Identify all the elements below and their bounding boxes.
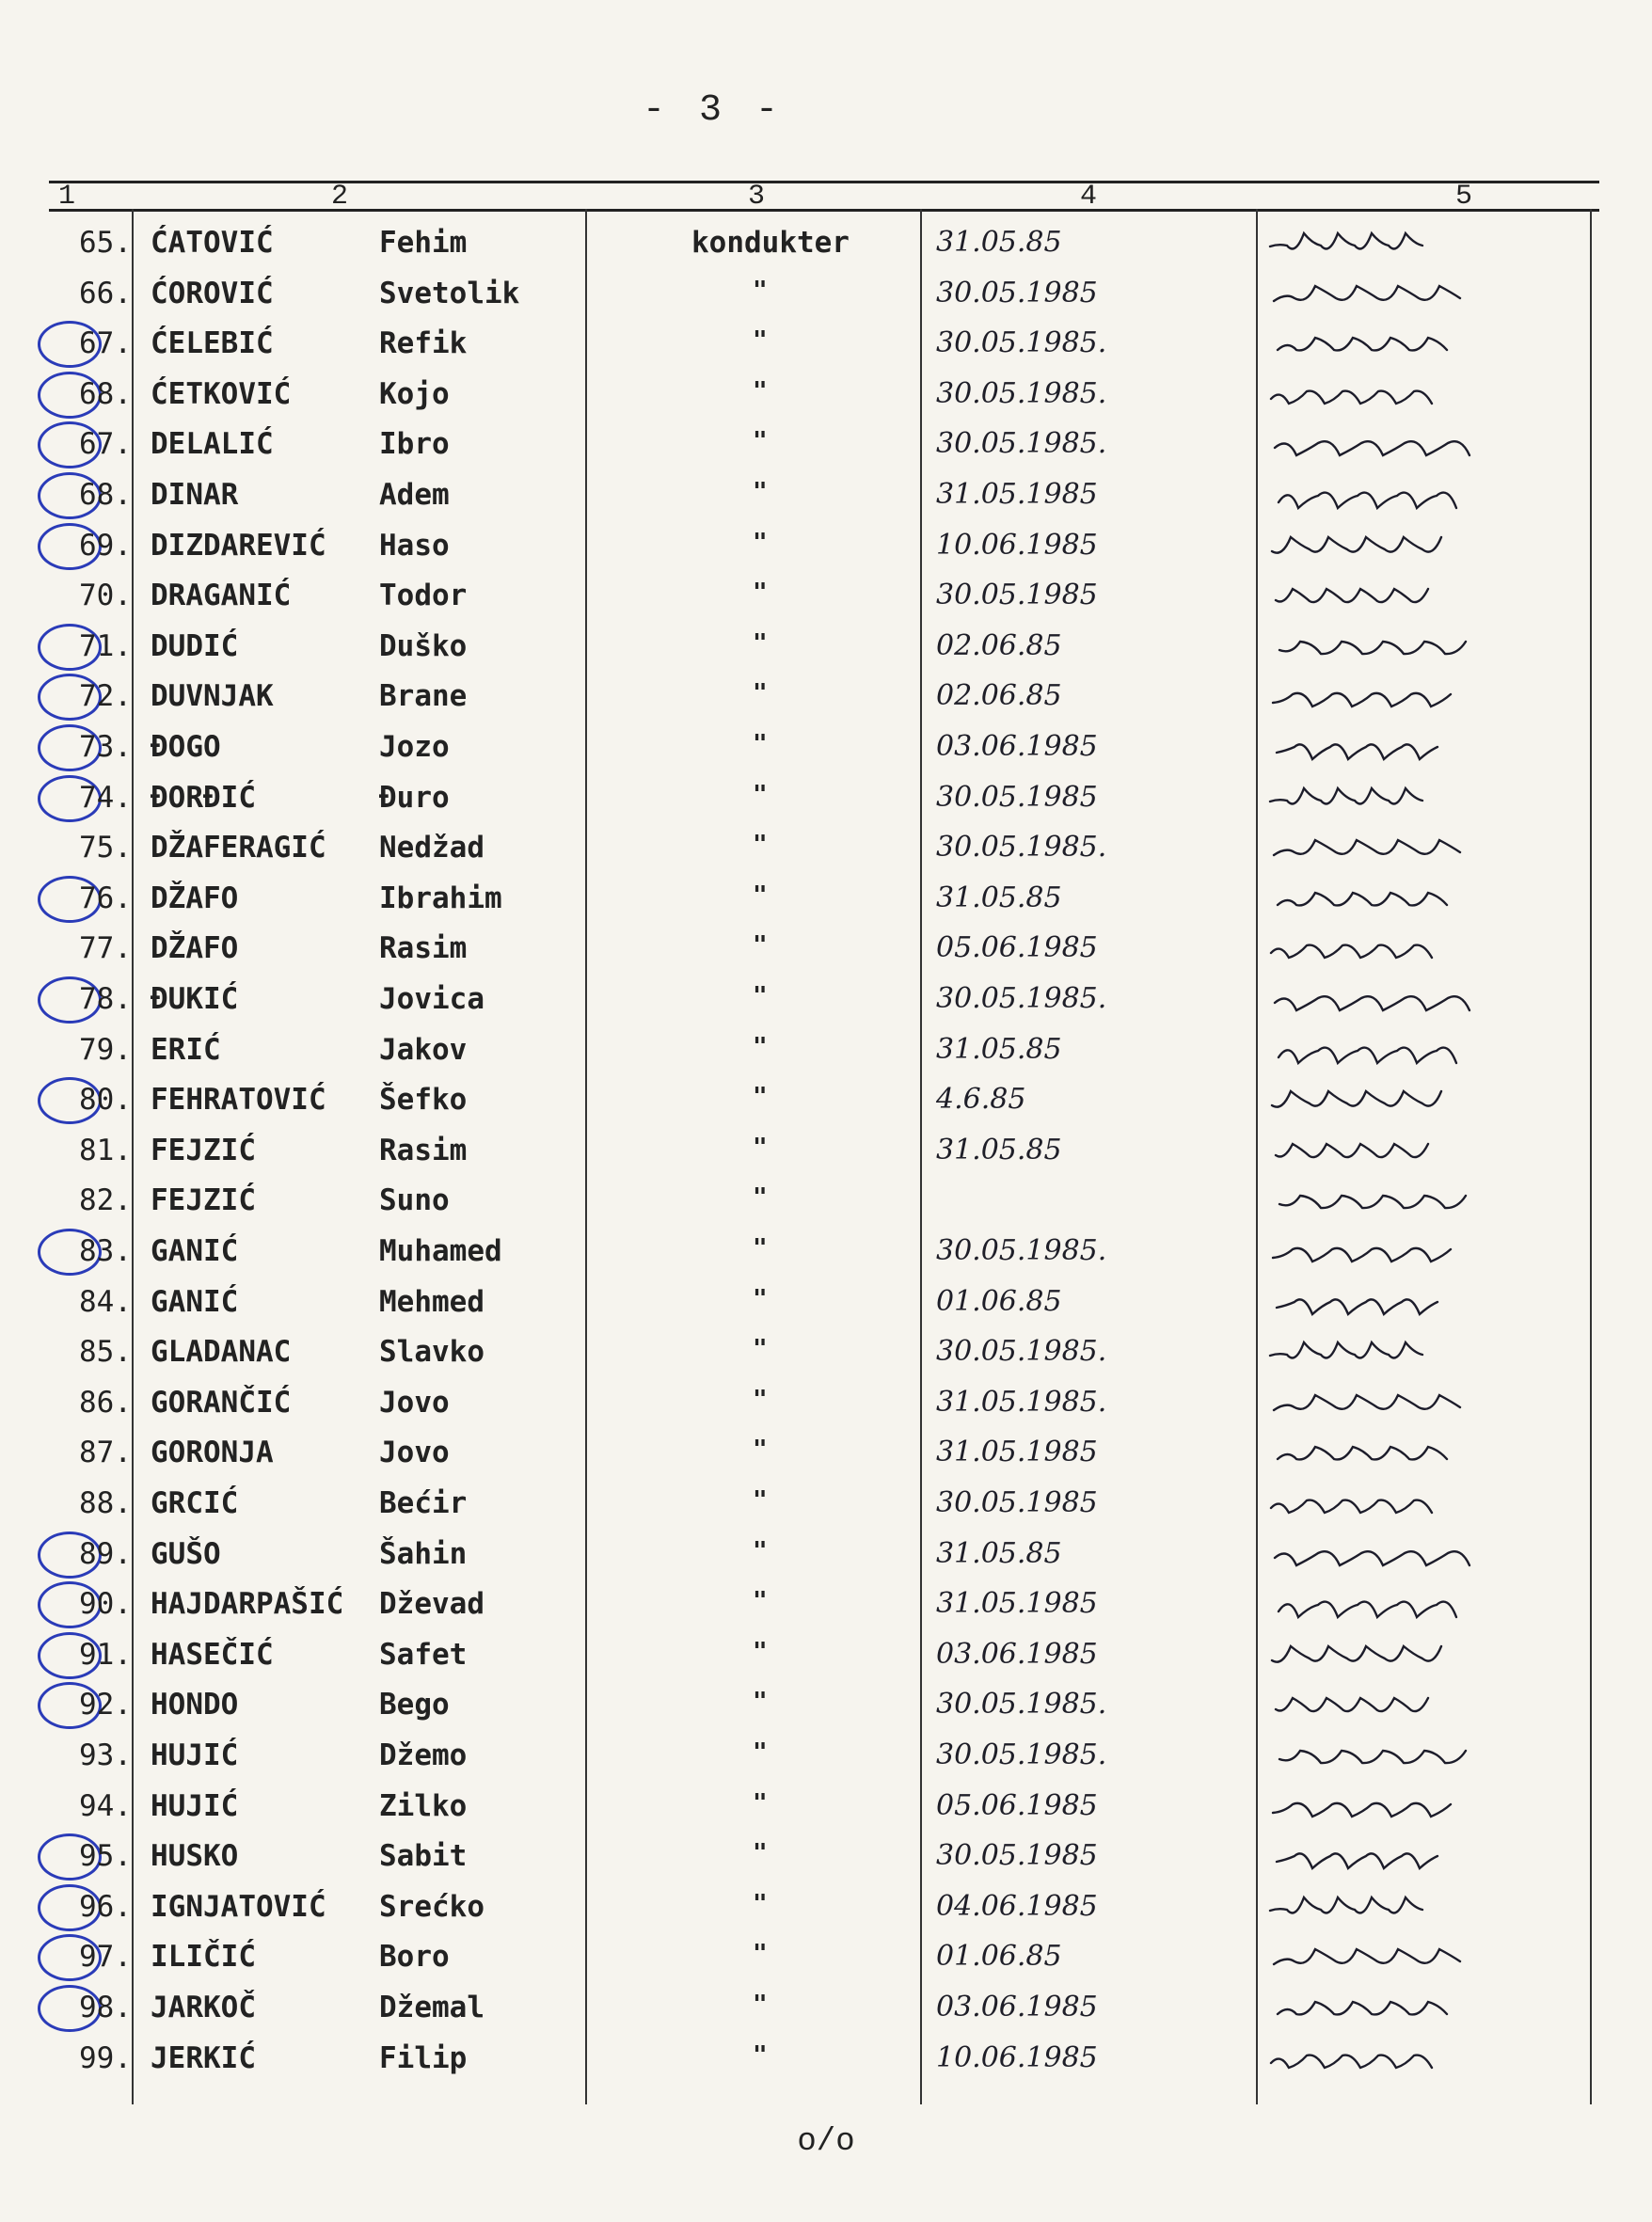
row-number: 77. [79,931,132,965]
table-row [0,1789,1652,1827]
handwritten-date: 03.06.1985 [936,730,1098,763]
table-row [0,1335,1652,1373]
signature [1261,1083,1571,1120]
table-row [0,277,1652,314]
row-number: 92. [79,1688,132,1722]
handwritten-date: 30.05.1985 [936,781,1098,814]
handwritten-date: 4.6.85 [936,1083,1026,1116]
given-name: Duško [379,629,468,663]
handwritten-date: 30.05.1985 [936,277,1098,309]
surname: DINAR [151,478,239,512]
given-name: Svetolik [379,277,520,310]
given-name: Kojo [379,377,450,411]
surname: DUVNJAK [151,679,274,713]
signature [1261,1789,1571,1827]
surname: HUJIĆ [151,1738,239,1772]
occupation: " [753,1436,768,1464]
occupation: " [753,326,768,355]
table-row [0,1890,1652,1928]
occupation: " [753,629,768,658]
surname: ĐORĐIĆ [151,781,256,815]
handwritten-date: 10.06.1985 [936,2041,1098,2074]
table-header-rule [49,209,1599,212]
surname: GANIĆ [151,1234,239,1268]
handwritten-date: 30.05.1985 [936,579,1098,611]
occupation: " [753,1285,768,1313]
row-number: 95. [79,1839,132,1873]
occupation: " [753,1134,768,1162]
row-number: 72. [79,679,132,713]
given-name: Jozo [379,730,450,764]
handwritten-date: 05.06.1985 [936,931,1098,964]
handwritten-date: 30.05.1985. [936,1688,1107,1721]
handwritten-date: 31.05.1985 [936,1587,1098,1620]
occupation: " [753,831,768,859]
table-row [0,831,1652,868]
given-name: Šahin [379,1537,468,1571]
row-number: 86. [79,1386,132,1420]
row-number: 68. [79,377,132,411]
surname: GANIĆ [151,1285,239,1319]
surname: GORONJA [151,1436,274,1469]
handwritten-date: 30.05.1985 [936,1839,1098,1872]
handwritten-date: 30.05.1985. [936,377,1107,410]
handwritten-date: 04.06.1985 [936,1890,1098,1923]
signature [1261,1335,1571,1373]
surname: ILIČIĆ [151,1940,256,1974]
table-row [0,881,1652,919]
signature [1261,881,1571,919]
handwritten-date: 30.05.1985. [936,982,1107,1015]
row-number: 65. [79,226,132,260]
table-row [0,326,1652,364]
occupation: " [753,1335,768,1363]
table-row [0,982,1652,1020]
signature [1261,1285,1571,1323]
signature [1261,427,1571,465]
signature [1261,982,1571,1020]
signature [1261,629,1571,667]
row-number: 73. [79,730,132,764]
occupation: " [753,1738,768,1767]
table-row [0,1386,1652,1423]
given-name: Nedžad [379,831,484,865]
signature [1261,1537,1571,1575]
row-number: 87. [79,1436,132,1469]
occupation: " [753,1688,768,1716]
surname: JARKOČ [151,1991,256,2024]
row-number: 67. [79,326,132,360]
column-number-5: 5 [1455,181,1473,213]
occupation: " [753,1839,768,1867]
surname: DELALIĆ [151,427,274,461]
table-row [0,1486,1652,1524]
occupation: " [753,427,768,455]
given-name: Suno [379,1183,450,1217]
occupation: " [753,982,768,1010]
signature [1261,529,1571,566]
given-name: Džemo [379,1738,468,1772]
surname: HONDO [151,1688,239,1722]
occupation: " [753,1234,768,1262]
signature [1261,1587,1571,1625]
handwritten-date: 03.06.1985 [936,1638,1098,1671]
table-row [0,1738,1652,1776]
handwritten-date: 02.06.85 [936,679,1062,712]
row-number: 71. [79,629,132,663]
signature [1261,2041,1571,2079]
given-name: Todor [379,579,468,612]
row-number: 94. [79,1789,132,1823]
table-row [0,579,1652,616]
occupation: kondukter [691,226,850,260]
surname: ĆELEBIĆ [151,326,274,360]
surname: ĆETKOVIĆ [151,377,292,411]
row-number: 80. [79,1083,132,1117]
occupation: " [753,377,768,405]
signature [1261,931,1571,969]
given-name: Bego [379,1688,450,1722]
table-row [0,1991,1652,2028]
signature [1261,679,1571,717]
signature [1261,1688,1571,1725]
surname: FEHRATOVIĆ [151,1083,326,1117]
handwritten-date: 02.06.85 [936,629,1062,662]
table-row [0,679,1652,717]
handwritten-date: 30.05.1985. [936,427,1107,460]
row-number: 81. [79,1134,132,1167]
given-name: Brane [379,679,468,713]
handwritten-date: 31.05.85 [936,1134,1062,1167]
row-number: 88. [79,1486,132,1520]
given-name: Zilko [379,1789,468,1823]
signature [1261,226,1571,263]
signature [1261,1486,1571,1524]
row-number: 79. [79,1033,132,1067]
given-name: Mehmed [379,1285,484,1319]
table-row [0,1234,1652,1272]
occupation: " [753,2041,768,2070]
signature [1261,1890,1571,1928]
row-number: 91. [79,1638,132,1672]
handwritten-date: 30.05.1985. [936,326,1107,359]
occupation: " [753,529,768,557]
surname: FEJZIĆ [151,1134,256,1167]
occupation: " [753,1638,768,1666]
row-number: 69. [79,529,132,563]
surname: DŽAFO [151,881,239,915]
handwritten-date: 31.05.85 [936,881,1062,914]
column-number-4: 4 [1080,181,1098,213]
signature [1261,1839,1571,1877]
table-row [0,1033,1652,1071]
occupation: " [753,1083,768,1111]
signature [1261,831,1571,868]
handwritten-date: 30.05.1985. [936,1335,1107,1368]
surname: ERIĆ [151,1033,221,1067]
table-row [0,1587,1652,1625]
occupation: " [753,1386,768,1414]
given-name: Jakov [379,1033,468,1067]
table-row [0,1134,1652,1171]
given-name: Slavko [379,1335,484,1369]
surname: ĆATOVIĆ [151,226,274,260]
signature [1261,1738,1571,1776]
signature [1261,1436,1571,1473]
surname: FEJZIĆ [151,1183,256,1217]
row-number: 85. [79,1335,132,1369]
surname: IGNJATOVIĆ [151,1890,326,1924]
table-row [0,1638,1652,1675]
surname: DIZDAREVIĆ [151,529,326,563]
signature [1261,1134,1571,1171]
handwritten-date: 30.05.1985. [936,1738,1107,1771]
table-row [0,1688,1652,1725]
handwritten-date: 30.05.1985 [936,1486,1098,1519]
signature [1261,730,1571,768]
given-name: Refik [379,326,468,360]
table-row [0,226,1652,263]
surname: DŽAFO [151,931,239,965]
given-name: Šefko [379,1083,468,1117]
given-name: Adem [379,478,450,512]
signature [1261,1991,1571,2028]
surname: GLADANAC [151,1335,292,1369]
given-name: Filip [379,2041,468,2075]
surname: ĐOGO [151,730,221,764]
table-row [0,1183,1652,1221]
column-number-3: 3 [748,181,766,213]
occupation: " [753,1183,768,1212]
given-name: Đuro [379,781,450,815]
surname: DŽAFERAGIĆ [151,831,326,865]
signature [1261,1033,1571,1071]
table-row [0,1285,1652,1323]
row-number: 74. [79,781,132,815]
table-top-rule [49,181,1599,183]
given-name: Rasim [379,931,468,965]
given-name: Bećir [379,1486,468,1520]
occupation: " [753,781,768,809]
table-row [0,2041,1652,2079]
row-number: 84. [79,1285,132,1319]
occupation: " [753,1789,768,1817]
occupation: " [753,579,768,607]
table-row [0,781,1652,818]
given-name: Ibro [379,427,450,461]
row-number: 70. [79,579,132,612]
given-name: Džemal [379,1991,484,2024]
row-number: 76. [79,881,132,915]
column-number-1: 1 [58,181,76,213]
surname: HUJIĆ [151,1789,239,1823]
handwritten-date: 03.06.1985 [936,1991,1098,2024]
given-name: Muhamed [379,1234,502,1268]
row-number: 66. [79,277,132,310]
occupation: " [753,478,768,506]
given-name: Safet [379,1638,468,1672]
row-number: 97. [79,1940,132,1974]
handwritten-date: 01.06.85 [936,1285,1062,1318]
table-row [0,629,1652,667]
row-number: 75. [79,831,132,865]
table-row [0,1940,1652,1977]
row-number: 96. [79,1890,132,1924]
signature [1261,1940,1571,1977]
handwritten-date: 31.05.85 [936,226,1062,259]
table-row [0,377,1652,415]
surname: DRAGANIĆ [151,579,292,612]
surname: GRCIĆ [151,1486,239,1520]
signature [1261,1183,1571,1221]
occupation: " [753,1890,768,1918]
signature [1261,579,1571,616]
surname: ĐUKIĆ [151,982,239,1016]
given-name: Rasim [379,1134,468,1167]
signature [1261,1234,1571,1272]
occupation: " [753,1537,768,1565]
row-number: 67. [79,427,132,461]
given-name: Dževad [379,1587,484,1621]
handwritten-date: 10.06.1985 [936,529,1098,562]
row-number: 78. [79,982,132,1016]
table-row [0,478,1652,516]
given-name: Ibrahim [379,881,502,915]
table-row [0,730,1652,768]
row-number: 83. [79,1234,132,1268]
signature [1261,326,1571,364]
surname: GUŠO [151,1537,221,1571]
surname: ĆOROVIĆ [151,277,274,310]
signature [1261,1638,1571,1675]
handwritten-date: 31.05.1985. [936,1386,1107,1419]
occupation: " [753,931,768,960]
occupation: " [753,1940,768,1968]
handwritten-date: 05.06.1985 [936,1789,1098,1822]
handwritten-date: 30.05.1985. [936,1234,1107,1267]
table-row [0,529,1652,566]
signature [1261,377,1571,415]
given-name: Jovo [379,1386,450,1420]
occupation: " [753,1033,768,1061]
row-number: 93. [79,1738,132,1772]
surname: DUDIĆ [151,629,239,663]
handwritten-date: 31.05.1985 [936,1436,1098,1468]
given-name: Haso [379,529,450,563]
column-number-2: 2 [331,181,349,213]
page-number: - 3 - [642,89,785,132]
given-name: Fehim [379,226,468,260]
signature [1261,478,1571,516]
row-number: 68. [79,478,132,512]
given-name: Jovica [379,982,484,1016]
handwritten-date: 31.05.1985 [936,478,1098,511]
given-name: Sabit [379,1839,468,1873]
given-name: Srećko [379,1890,484,1924]
row-number: 89. [79,1537,132,1571]
surname: JERKIĆ [151,2041,256,2075]
occupation: " [753,1587,768,1615]
row-number: 99. [79,2041,132,2075]
handwritten-date: 31.05.85 [936,1537,1062,1570]
row-number: 98. [79,1991,132,2024]
signature [1261,277,1571,314]
handwritten-date: 01.06.85 [936,1940,1062,1973]
occupation: " [753,881,768,910]
continuation-mark: o/o [797,2124,855,2160]
surname: GORANČIĆ [151,1386,292,1420]
occupation: " [753,679,768,707]
surname: HAJDARPAŠIĆ [151,1587,344,1621]
table-row [0,1436,1652,1473]
table-row [0,931,1652,969]
table-row [0,427,1652,465]
surname: HUSKO [151,1839,239,1873]
given-name: Jovo [379,1436,450,1469]
occupation: " [753,730,768,758]
signature [1261,781,1571,818]
signature [1261,1386,1571,1423]
table-row [0,1839,1652,1877]
occupation: " [753,1486,768,1515]
given-name: Boro [379,1940,450,1974]
occupation: " [753,277,768,305]
row-number: 82. [79,1183,132,1217]
table-row [0,1083,1652,1120]
occupation: " [753,1991,768,2019]
row-number: 90. [79,1587,132,1621]
handwritten-date: 30.05.1985. [936,831,1107,864]
table-row [0,1537,1652,1575]
surname: HASEČIĆ [151,1638,274,1672]
handwritten-date: 31.05.85 [936,1033,1062,1066]
